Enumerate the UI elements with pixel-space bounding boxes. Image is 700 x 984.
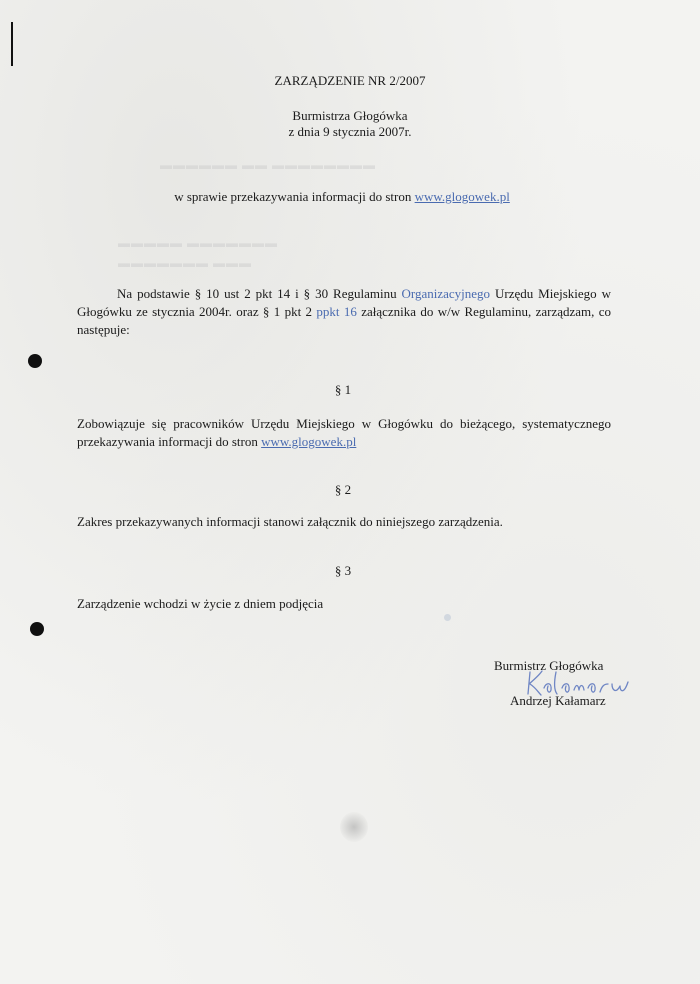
ink-dot	[444, 614, 451, 621]
section-1-mark: § 1	[334, 382, 352, 397]
scan-edge-mark	[11, 22, 13, 66]
punch-hole	[28, 354, 42, 368]
subject-line	[0, 188, 692, 205]
bleed-through-text: ▬▬▬▬▬▬ ▬▬ ▬▬▬▬▬▬▬▬	[160, 158, 376, 172]
bleed-through-text: ▬▬▬▬▬ ▬▬▬▬▬▬▬	[118, 236, 278, 250]
bleed-through-text: ▬▬▬▬▬▬▬ ▬▬▬	[118, 256, 252, 270]
section-1-body: Zobowiązuje się pracowników Urzędu Miejskiego w Głogówku do bieżącego, systematycznego przekazywania informacji do stron	[77, 416, 611, 449]
signature-role: Burmistrz Głogówka	[494, 658, 604, 673]
section-2-text: Zakres przekazywanych informacji stanowi załącznik do niniejszego zarządzenia.	[77, 514, 503, 529]
intro-highlight-1: Organizacyjnego	[401, 286, 491, 301]
intro-text-1: Na podstawie § 10 ust 2 pkt 14 i § 30 Regulaminu	[117, 286, 402, 301]
section-1-text	[77, 415, 611, 451]
intro-highlight-2: ppkt 16	[316, 304, 357, 319]
subject-text: w sprawie przekazywania informacji do stron	[174, 189, 415, 204]
intro-text-3: załącznika do w/w Regulaminu, zarządzam, co następuje:	[77, 304, 611, 337]
punch-hole	[30, 622, 44, 636]
issuer-line: Burmistrza Głogówka	[292, 108, 408, 123]
section-3-text: Zarządzenie wchodzi w życie z dniem podjęcia	[77, 596, 324, 611]
section-1-website-link[interactable]: www.glogowek.pl	[261, 434, 357, 449]
subject-website-link[interactable]: www.glogowek.pl	[414, 189, 510, 204]
section-2-mark: § 2	[334, 482, 352, 497]
intro-paragraph	[77, 285, 611, 339]
section-3-mark: § 3	[334, 563, 352, 578]
intro-text-2: Urzędu Miejskiego w Głogówku ze stycznia 2004r. oraz § 1 pkt 2	[77, 286, 611, 319]
document-title: ZARZĄDZENIE NR 2/2007	[274, 73, 426, 88]
date-line: z dnia 9 stycznia 2007r.	[288, 124, 412, 139]
signature-name: Andrzej Kałamarz	[510, 693, 606, 708]
fingerprint-smudge	[340, 812, 368, 842]
